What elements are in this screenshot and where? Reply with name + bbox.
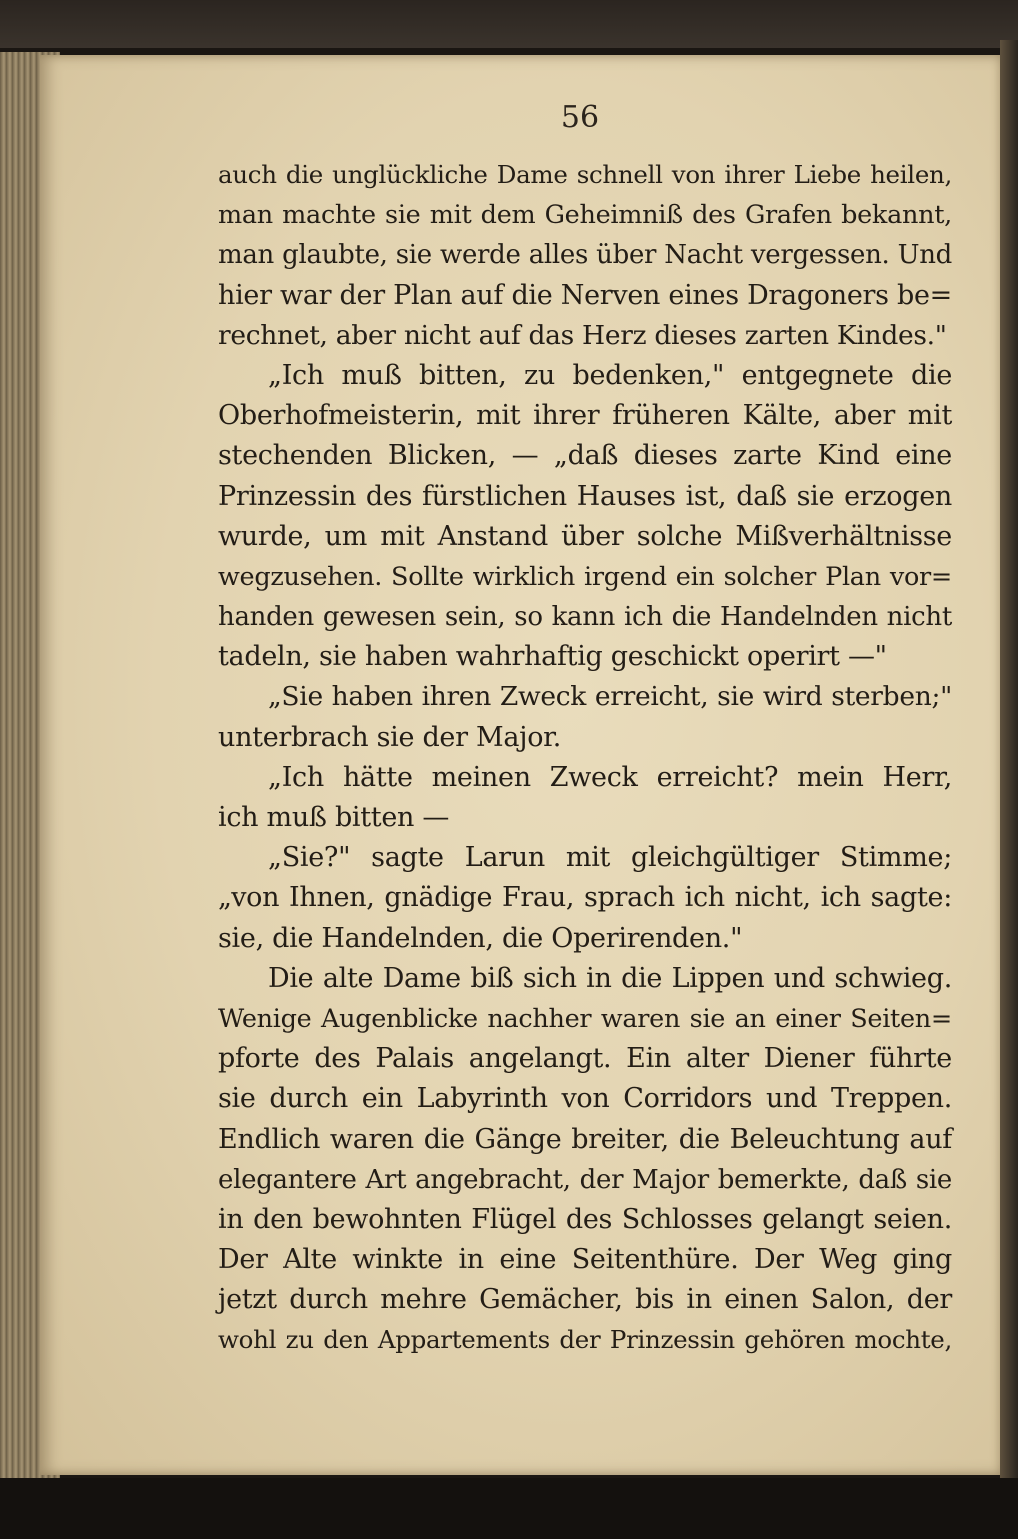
- text-line: elegantere Art angebracht, der Major bemerkte, daß sie: [218, 1164, 952, 1195]
- text-line: Oberhofmeisterin, mit ihrer früheren Kälte, aber mit: [218, 400, 952, 432]
- body-text: [218, 155, 952, 1361]
- text-line: hier war der Plan auf die Nerven eines Dragoners be=: [218, 279, 952, 311]
- text-line: Wenige Augenblicke nachher waren sie an einer Seiten=: [218, 1003, 952, 1034]
- text-line: rechnet, aber nicht auf das Herz dieses zarten Kindes.": [218, 319, 947, 351]
- text-line: sie, die Handelnden, die Operirenden.": [218, 922, 743, 954]
- page-number: 56: [560, 100, 600, 135]
- text-line: wohl zu den Appartements der Prinzessin gehören mochte,: [218, 1325, 952, 1355]
- scan-bottom-shadow: [0, 1478, 1018, 1539]
- text-line: sie durch ein Labyrinth von Corridors und Treppen.: [218, 1083, 952, 1115]
- text-line: man glaubte, sie werde alles über Nacht vergessen. Und: [218, 240, 952, 271]
- text-line: „von Ihnen, gnädige Frau, sprach ich nicht, ich sagte:: [218, 882, 952, 914]
- text-line: tadeln, sie haben wahrhaftig geschickt operirt —": [218, 641, 887, 673]
- text-line: Der Alte winkte in eine Seitenthüre. Der Weg ging: [218, 1244, 952, 1276]
- text-line: man machte sie mit dem Geheimniß des Grafen bekannt,: [218, 200, 952, 231]
- text-line: auch die unglückliche Dame schnell von ihrer Liebe heilen,: [218, 160, 952, 189]
- scan-top-shadow: [0, 0, 1018, 48]
- text-line: in den bewohnten Flügel des Schlosses gelangt seien.: [218, 1203, 952, 1235]
- text-line: Endlich waren die Gänge breiter, die Beleuchtung auf: [218, 1123, 952, 1155]
- text-line: jetzt durch mehre Gemächer, bis in einen Salon, der: [218, 1284, 952, 1316]
- text-line: handen gewesen sein, so kann ich die Handelnden nicht: [218, 602, 952, 633]
- text-line: Die alte Dame biß sich in die Lippen und schwieg.: [268, 962, 952, 994]
- scan-right-shadow: [1000, 40, 1018, 1480]
- text-line: Prinzessin des fürstlichen Hauses ist, daß sie erzogen: [218, 480, 952, 512]
- text-line: stechenden Blicken, — „daß dieses zarte Kind eine: [218, 440, 952, 472]
- text-line: „Ich muß bitten, zu bedenken," entgegnete die: [268, 359, 952, 391]
- text-line: ich muß bitten —: [218, 802, 450, 833]
- text-line: pforte des Palais angelangt. Ein alter Diener führte: [218, 1043, 952, 1075]
- text-line: „Sie haben ihren Zweck erreicht, sie wird sterben;": [268, 681, 952, 713]
- text-line: unterbrach sie der Major.: [218, 721, 562, 753]
- text-line: „Sie?" sagte Larun mit gleichgültiger Stimme;: [268, 842, 952, 874]
- text-line: wurde, um mit Anstand über solche Mißverhältnisse: [218, 520, 952, 552]
- text-line: wegzusehen. Sollte wirklich irgend ein solcher Plan vor=: [218, 561, 952, 592]
- text-line: „Ich hätte meinen Zweck erreicht? mein Herr,: [268, 761, 952, 793]
